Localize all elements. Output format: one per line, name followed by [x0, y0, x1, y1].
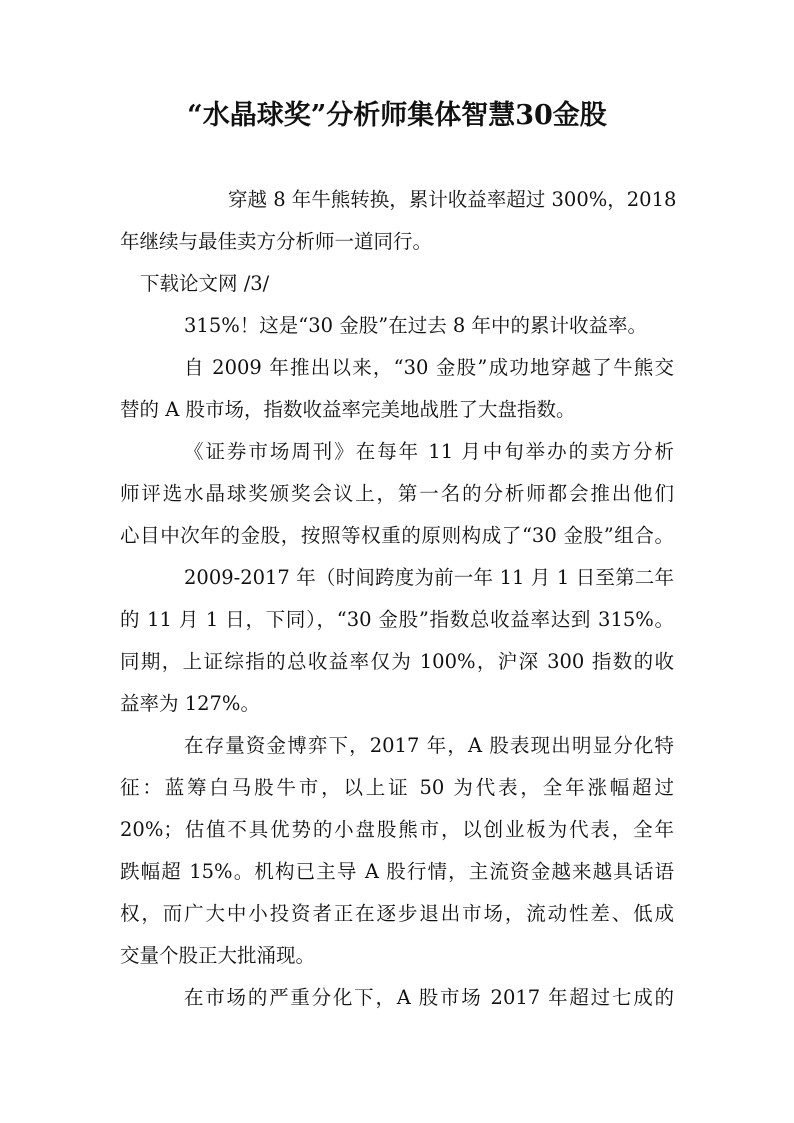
text-line-5: 自 2009 年推出以来，“30 金股”成功地穿越了牛熊交 — [184, 356, 674, 379]
text-line-9: 心目中次年的金股，按照等权重的原则构成了“30 金股”组合。 — [120, 524, 674, 547]
text-line-6: 替的 A 股市场，指数收益率完美地战胜了大盘指数。 — [120, 398, 576, 421]
text-line-10: 2009-2017 年（时间跨度为前一年 11 月 1 日至第二年 — [184, 566, 674, 589]
text-line-15: 征：蓝筹白马股牛市，以上证 50 为代表，全年涨幅超过 — [120, 776, 674, 799]
text-line-17: 跌幅超 15%。机构已主导 A 股行情，主流资金越来越具话语 — [120, 860, 674, 883]
text-line-12: 同期，上证综指的总收益率仅为 100%，沪深 300 指数的收 — [120, 650, 674, 673]
text-line-2: 年继续与最佳卖方分析师一道同行。 — [120, 230, 433, 253]
text-line-13: 益率为 127%。 — [120, 692, 260, 715]
text-line-1: 穿越 8 年牛熊转换，累计收益率超过 300%，2018 — [228, 188, 677, 211]
text-line-18: 权，而广大中小投资者正在逐步退出市场，流动性差、低成 — [120, 902, 674, 925]
text-line-16: 20%；估值不具优势的小盘股熊市，以创业板为代表，全年 — [120, 818, 674, 841]
document-title: “水晶球奖”分析师集体智慧30金股 — [187, 100, 607, 131]
text-line-14: 在存量资金博弈下，2017 年，A 股表现出明显分化特 — [184, 734, 674, 757]
text-line-19: 交量个股正大批涌现。 — [120, 944, 316, 967]
text-line-8: 师评选水晶球奖颁奖会议上，第一名的分析师都会推出他们 — [120, 482, 674, 505]
text-line-4: 315%！这是“30 金股”在过去 8 年中的累计收益率。 — [184, 314, 648, 337]
text-line-11: 的 11 月 1 日，下同），“30 金股”指数总收益率达到 315%。 — [120, 608, 674, 631]
text-line-20: 在市场的严重分化下，A 股市场 2017 年超过七成的 — [184, 986, 674, 1009]
text-line-7: 《证券市场周刊》在每年 11 月中旬举办的卖方分析 — [184, 440, 674, 463]
text-line-3: 下载论文网 /3/ — [140, 272, 270, 295]
